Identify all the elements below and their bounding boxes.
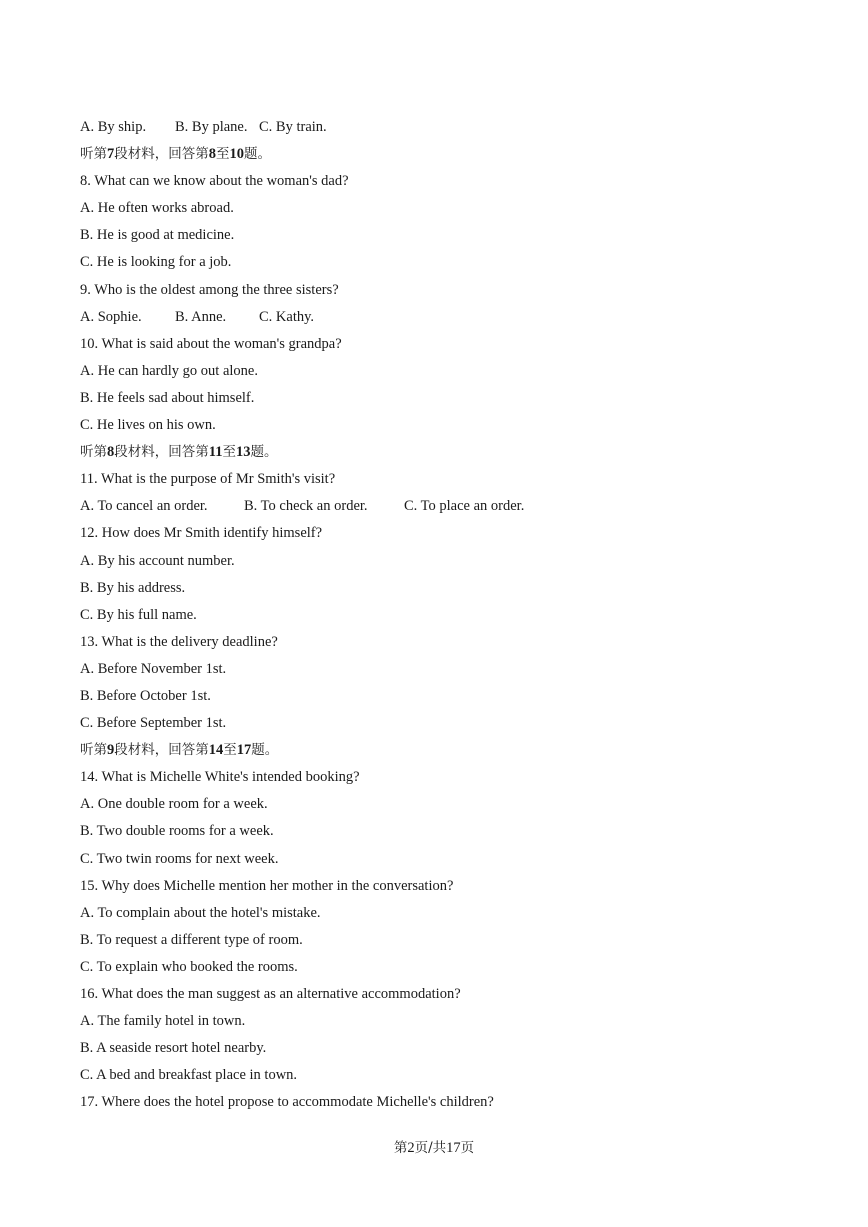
q13-stem: 13. What is the delivery deadline?	[80, 633, 278, 650]
q15-stem: 15. Why does Michelle mention her mother in the conversation?	[80, 877, 454, 894]
q15-option-a: A. To complain about the hotel's mistake.	[80, 904, 321, 921]
option-a: A. Sophie.	[80, 308, 142, 325]
q8-option-b: B. He is good at medicine.	[80, 227, 235, 244]
option-c: C. Kathy.	[259, 308, 315, 325]
q11-stem: 11. What is the purpose of Mr Smith's visit?	[80, 471, 336, 488]
q8-option-c: C. He is looking for a job.	[80, 254, 232, 271]
q12-stem: 12. How does Mr Smith identify himself?	[80, 525, 323, 542]
option-b: B. By plane.	[175, 119, 248, 135]
q14-option-b: B. Two double rooms for a week.	[80, 823, 274, 840]
option-a: A. To cancel an order.	[80, 498, 208, 515]
q9-options	[80, 304, 800, 331]
exam-page	[80, 114, 800, 1116]
q9-stem: 9. Who is the oldest among the three sisters?	[80, 281, 339, 298]
q16-option-b: B. A seaside resort hotel nearby.	[80, 1040, 267, 1057]
page-footer: 第2页/共17页	[393, 1140, 475, 1156]
q10-option-a: A. He can hardly go out alone.	[80, 362, 258, 379]
q8-option-a: A. He often works abroad.	[80, 200, 234, 217]
q12-option-a: A. By his account number.	[80, 552, 235, 569]
q17-stem: 17. Where does the hotel propose to accommodate Michelle's children?	[80, 1094, 494, 1111]
q11-options	[80, 493, 800, 520]
q16-option-c: C. A bed and breakfast place in town.	[80, 1067, 298, 1084]
option-c: C. To place an order.	[404, 498, 525, 515]
q16-option-a: A. The family hotel in town.	[80, 1013, 246, 1030]
q13-option-c: C. Before September 1st.	[80, 715, 227, 732]
option-c: C. By train.	[259, 119, 327, 135]
q16-stem: 16. What does the man suggest as an alternative accommodation?	[80, 986, 461, 1002]
q14-option-c: C. Two twin rooms for next week.	[80, 850, 279, 867]
q14-stem: 14. What is Michelle White's intended booking?	[80, 769, 360, 786]
q10-option-b: B. He feels sad about himself.	[80, 389, 255, 406]
q15-option-c: C. To explain who booked the rooms.	[80, 958, 298, 975]
q15-option-b: B. To request a different type of room.	[80, 931, 303, 948]
q10-option-c: C. He lives on his own.	[80, 417, 216, 434]
page-number: 2	[407, 1140, 415, 1156]
q13-option-b: B. Before October 1st.	[80, 687, 211, 704]
section-8-heading: 听第8段材料，回答第11至13题。	[80, 444, 278, 461]
page-total: 17	[446, 1140, 461, 1156]
option-a: A. By ship.	[80, 119, 147, 135]
q7-options	[80, 114, 800, 141]
q10-stem: 10. What is said about the woman's grandpa?	[80, 335, 342, 352]
option-b: B. Anne.	[175, 308, 227, 325]
q13-option-a: A. Before November 1st.	[80, 660, 227, 677]
section-9-heading: 听第9段材料，回答第14至17题。	[80, 742, 279, 759]
q8-stem: 8. What can we know about the woman's dad?	[80, 173, 349, 190]
option-b: B. To check an order.	[244, 498, 368, 515]
section-7-heading: 听第7段材料，回答第8至10题。	[80, 146, 271, 163]
q12-option-c: C. By his full name.	[80, 606, 197, 623]
q12-option-b: B. By his address.	[80, 579, 186, 596]
q14-option-a: A. One double room for a week.	[80, 796, 268, 813]
